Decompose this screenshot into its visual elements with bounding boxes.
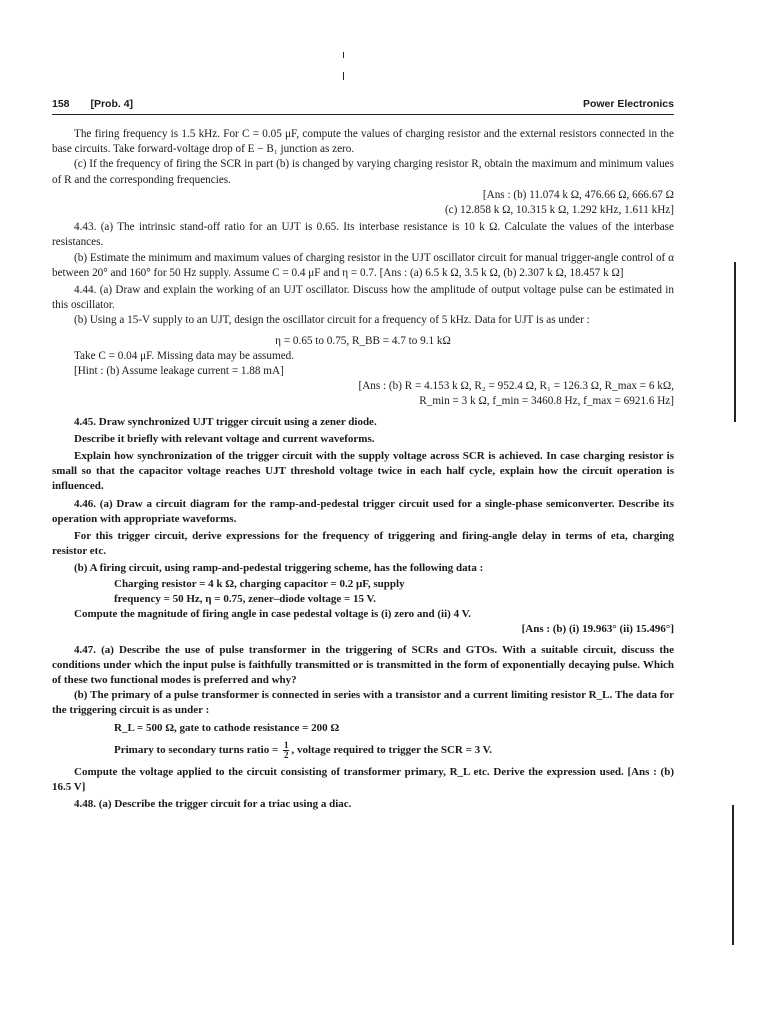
- paragraph: Explain how synchronization of the trigger circuit with the supply voltage across SCR is achieved. In case charging resistor is small so that the capacitor voltage reaches UJT threshold voltage twice in each half cycle, explain how the circuit operation is influenced.: [52, 450, 674, 493]
- paragraph: Compute the magnitude of firing angle in case pedestal voltage is (i) zero and (ii) 4 V.: [74, 608, 471, 621]
- answer-line: [Ans : (b) R = 4.153 k Ω, R₂ = 952.4 Ω, R₁ = 126.3 Ω, R_max = 6 kΩ,: [358, 380, 674, 393]
- paragraph: (b) Using a 15-V supply to an UJT, design the oscillator circuit for a frequency of 5 kHz. Data for UJT is as under :: [74, 314, 590, 327]
- page-body: [52, 127, 674, 812]
- page-number: 158: [52, 98, 70, 110]
- answer-line: R_min = 3 k Ω, f_min = 3460.8 Hz, f_max = 6921.6 Hz]: [419, 395, 674, 408]
- scan-mark: [732, 805, 734, 945]
- problem-reference: [Prob. 4]: [90, 98, 134, 110]
- scan-mark: [734, 262, 736, 422]
- equation: η = 0.65 to 0.75, R_BB = 4.7 to 9.1 kΩ: [275, 334, 451, 347]
- answer-line: [Ans : (b) 11.074 k Ω, 476.66 Ω, 666.67 Ω: [482, 188, 674, 201]
- paragraph: The firing frequency is 1.5 kHz. For C = 0.05 μF, compute the values of charging resistor and the external resistors connected in the base circuits. Take forward-voltage drop of E − B₁ junction as zero.: [52, 128, 674, 156]
- paragraph: Describe it briefly with relevant voltage and current waveforms.: [74, 432, 375, 445]
- data-line: R_L = 500 Ω, gate to cathode resistance = 200 Ω: [114, 721, 340, 734]
- turns-ratio-line: Primary to secondary turns ratio = $\frac{1}{2}$ , voltage required to trigger the SCR = 3 V.: [114, 739, 492, 760]
- problem-4-47: 4.47. (a) Describe the use of pulse transformer in the triggering of SCRs and GTOs. With a suitable circuit, discuss the conditions under which the input pulse is faithfully transmitted or is transmitted in the form of exponentially decaying pulse. Which of these two functional modes is preferred and why?: [52, 643, 674, 686]
- data-line: Charging resistor = 4 k Ω, charging capacitor = 0.2 μF, supply: [114, 577, 405, 590]
- problem-4-48: 4.48. (a) Describe the trigger circuit for a triac using a diac.: [74, 798, 352, 811]
- data-line: frequency = 50 Hz, η = 0.75, zener–diode voltage = 15 V.: [114, 592, 376, 605]
- paragraph: (b) A firing circuit, using ramp-and-pedestal triggering scheme, has the following data :: [74, 562, 484, 575]
- book-title: Power Electronics: [582, 98, 674, 110]
- fraction: $\frac{1}{2}$: [283, 739, 289, 760]
- document-page: [52, 98, 674, 812]
- problem-4-46: 4.46. (a) Draw a circuit diagram for the ramp-and-pedestal trigger circuit used for a single-phase semiconverter. Describe its operation with appropriate waveforms.: [52, 497, 674, 525]
- scan-mark: [343, 72, 344, 80]
- paragraph: Compute the voltage applied to the circuit consisting of transformer primary, R_L etc. Derive the expression used. [Ans : (b) 16.5 V]: [52, 765, 674, 793]
- paragraph: For this trigger circuit, derive expressions for the frequency of triggering and firing-angle delay in terms of eta, charging resistor etc.: [52, 530, 674, 558]
- paragraph: Take C = 0.04 μF. Missing data may be assumed.: [74, 349, 295, 362]
- paragraph: (c) If the frequency of firing the SCR in part (b) is changed by varying charging resistor R, obtain the maximum and minimum values of R and the corresponding frequencies.: [52, 158, 674, 186]
- problem-4-43: 4.43. (a) The intrinsic stand-off ratio for an UJT is 0.65. Its interbase resistance is 10 k Ω. Calculate the values of the interbase resistances.: [52, 221, 674, 249]
- paragraph: (b) Estimate the minimum and maximum values of charging resistor in the UJT oscillator circuit for manual trigger-angle control of α between 20° and 160° for 50 Hz supply. Assume C = 0.4 μF and η = 0.7. [Ans : (a) 6.5 k Ω, 3.5 k Ω, (b) 2.307 k Ω, 18.457 k Ω]: [52, 251, 674, 279]
- hint-line: [Hint : (b) Assume leakage current = 1.88 mA]: [74, 365, 284, 378]
- scan-mark: [343, 52, 344, 58]
- page-header: [52, 98, 674, 115]
- answer-line: [Ans : (b) (i) 19.963° (ii) 15.496°]: [521, 623, 674, 636]
- problem-4-44: 4.44. (a) Draw and explain the working of an UJT oscillator. Discuss how the amplitude of output voltage pulse can be estimated in this oscillator.: [52, 284, 674, 312]
- problem-4-45: 4.45. Draw synchronized UJT trigger circuit using a zener diode.: [74, 415, 377, 428]
- answer-line: (c) 12.858 k Ω, 10.315 k Ω, 1.292 kHz, 1.611 kHz]: [444, 204, 674, 217]
- paragraph: (b) The primary of a pulse transformer is connected in series with a transistor and a current limiting resistor R_L. The data for the triggering circuit is as under :: [52, 689, 674, 717]
